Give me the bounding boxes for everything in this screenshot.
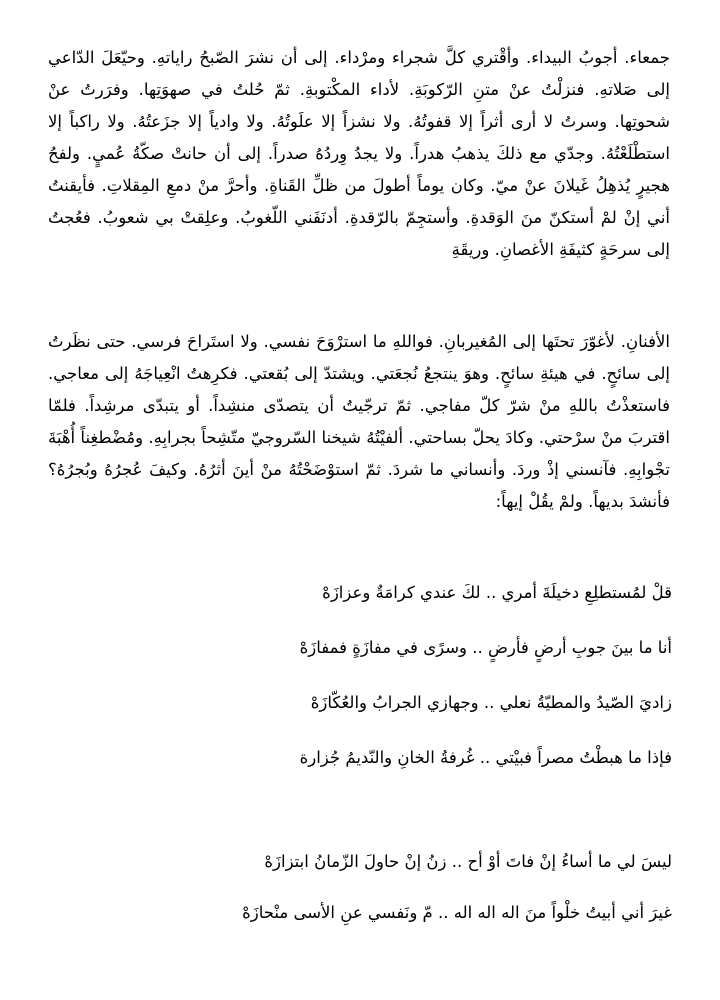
verse-line-4: فإذا ما هبطْتُ مصراً فبيْتي .. غُرفةُ الخانِ والنّديمُ جُزارة (299, 748, 672, 767)
verse-line-3: زاديَ الصّيدُ والمطيّةُ نعلي .. وجهازي الجرابُ والعُكّازَهْ (310, 693, 672, 712)
verse-line-6: غيرَ أني أبيتُ خلْواً منَ اله اله اله .. مّ ونَفسي عنِ الأسى منْحازَهْ (242, 903, 672, 922)
verse-line-1: قلْ لمُستطلِعِ دخيلَةَ أمري .. لكَ عندي كرامَةٌ وعزازَهْ (322, 583, 672, 602)
prose-paragraph-2: الأفنانِ. لأغوّرَ تحتَها إلى المُغيربانِ. فواللهِ ما استرْوَحَ نفسي. ولا استَراحَ فرسي. حتى نظَرتُ إلى سائحٍ. في هيئةِ سائحٍ. وهوَ ينتجعُ نُجعَتي. ويشتدّ إلى بُقعتي. فكرِهتُ انْعِياجَهُ إلى معاجي. فاستعذْتُ باللهِ منْ شرّ كلّ مفاجي. ثمّ ترجّيتُ أن يتصدّى منشِداً. أو يتبدّى مرشِداً. فلمّا اقتربَ منْ سرْحتي. وكادَ يحلّ بساحتي. ألفيْتُهُ شيخنا السّروجيّ متّشِحاً بجرابِهِ. ومُضْطغِناً أُهْبَةَ تجْوابِهِ. فآنسني إذْ وردَ. وأنساني ما شردَ. ثمّ استوْضَحْتُهُ منْ أينَ أثرُهُ. وكيفَ عُجرُهُ وبُجرُهُ؟ فأنشدَ بديهاً. ولمْ يقُلْ إيهاً: (48, 332, 670, 511)
verse-line-5: ليسَ لي ما أساءُ إنْ فاتَ أوْ أح .. زنُ إنْ حاولَ الزّمانُ ابتزازَهْ (264, 852, 672, 871)
verse-line-2: أنا ما بينَ جوبِ أرضٍ فأرضٍ .. وسرًى في مفازَةٍ فمفازَهْ (299, 638, 672, 657)
prose-paragraph-1: جمعاء. أجوبُ البيداء. وأقْتري كلَّ شجراء ومرْداء. إلى أن نشرَ الصّبحُ راياتهِ. وحيّعَلَ الدّاعي إلى صَلاتهِ. فنزلْتُ عنْ متنِ الرّكوبَةِ. لأداء المكْتوبةِ. ثمّ حُلتُ في صهوَتِها. وفرَرتُ عنْ شحوتِها. وسرتُ لا أرى أثراً إلا قفوتُهُ. ولا نشزاً إلا علَوتُهُ. ولا وادياً إلا جزَعتُهُ. ولا راكباً إلا استطْلَعْتُهُ. وجدّي مع ذلكَ يذهبُ هدراً. ولا يجدُ وِردُهُ صدراً. إلى أن حانتْ صكّةُ عُميٍ. ولفحُ هجيرٍ يُذهِلُ غَيلانَ عنْ ميّ. وكان يوماً أطولَ من ظلِّ القَناةِ. وأحرَّ منْ دمعِ المِقلاتِ. فأيقنتُ أني إنْ لمْ أستكنّ منَ الوَقدةِ. وأستجِمّ بالرّقدةِ. أدنَفَني اللّغوبُ. وعلِقتْ بي شعوبُ. فعُجتُ إلى سرحَةٍ كثيفَةِ الأغصانِ. وريقَةِ (48, 48, 670, 259)
